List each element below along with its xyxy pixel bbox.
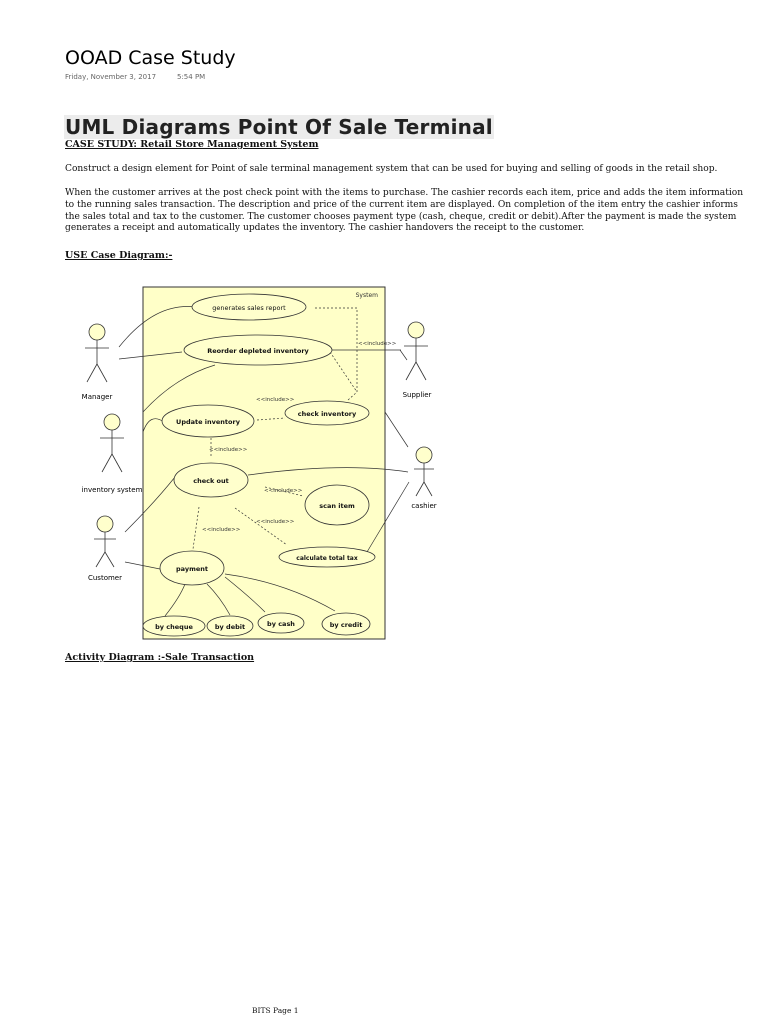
page-footer: BITS Page 1 <box>252 1006 299 1015</box>
uc-update-inventory: Update inventory <box>176 418 240 426</box>
uc-check-inventory: check inventory <box>297 410 357 418</box>
uc-by-cash: by cash <box>267 620 295 628</box>
system-label: System <box>355 292 378 299</box>
page-time: 5:54 PM <box>177 73 206 81</box>
svg-text:<<include>>: <<include>> <box>202 527 241 533</box>
actor-cashier-label: cashier <box>411 502 437 510</box>
svg-text:<<include>>: <<include>> <box>256 397 295 403</box>
uc-check-out: check out <box>193 477 229 485</box>
svg-text:<<include>>: <<include>> <box>358 341 397 347</box>
actor-manager <box>85 324 109 382</box>
uc-by-cheque: by cheque <box>155 623 193 631</box>
activity-diagram-heading: Activity Diagram :-Sale Transaction <box>65 652 255 663</box>
svg-text:<<include>>: <<include>> <box>264 488 303 494</box>
uc-payment: payment <box>176 565 208 573</box>
body-paragraph: When the customer arrives at the post check point with the items to purchase. The cashier records each item, price and adds the item information to the running sales transaction. The description and price of the current item are displayed. On completion of the item entry the cashier informs the sales total and tax to the customer. The customer chooses payment type (cash, cheque, credit or debit).After the payment is made the system generates a receipt and automatically updates the inventory. The cashier handovers the receipt to the customer. <box>65 188 744 234</box>
actor-inventory-system-label: inventory system <box>81 486 143 494</box>
uc-by-credit: by credit <box>329 621 363 629</box>
case-study-heading: CASE STUDY: Retail Store Management System <box>65 139 319 150</box>
article-heading: UML Diagrams Point Of Sale Terminal <box>65 115 493 139</box>
page-title: OOAD Case Study <box>65 47 236 69</box>
uc-calculate-total-tax: calculate total tax <box>296 555 358 562</box>
actor-manager-label: Manager <box>81 393 113 401</box>
use-case-heading: USE Case Diagram:- <box>65 250 173 261</box>
uc-scan-item: scan item <box>319 502 355 510</box>
svg-text:<<include>>: <<include>> <box>209 447 248 453</box>
svg-text:<<include>>: <<include>> <box>256 519 295 525</box>
actor-cashier <box>414 447 434 496</box>
use-case-diagram <box>75 282 475 642</box>
uc-reorder-depleted-inventory: Reorder depleted inventory <box>207 347 309 355</box>
actor-supplier <box>404 322 428 380</box>
actor-supplier-label: Supplier <box>402 391 432 399</box>
actor-customer-label: Customer <box>87 574 123 582</box>
actor-inventory-system <box>100 414 124 472</box>
actor-customer <box>94 516 116 567</box>
uc-generates-sales-report: generates sales report <box>212 304 286 312</box>
intro-paragraph: Construct a design element for Point of sale terminal management system that can be used for buying and selling of goods in the retail shop. <box>65 164 718 174</box>
page-date: Friday, November 3, 2017 <box>65 73 157 81</box>
uc-by-debit: by debit <box>214 623 246 631</box>
